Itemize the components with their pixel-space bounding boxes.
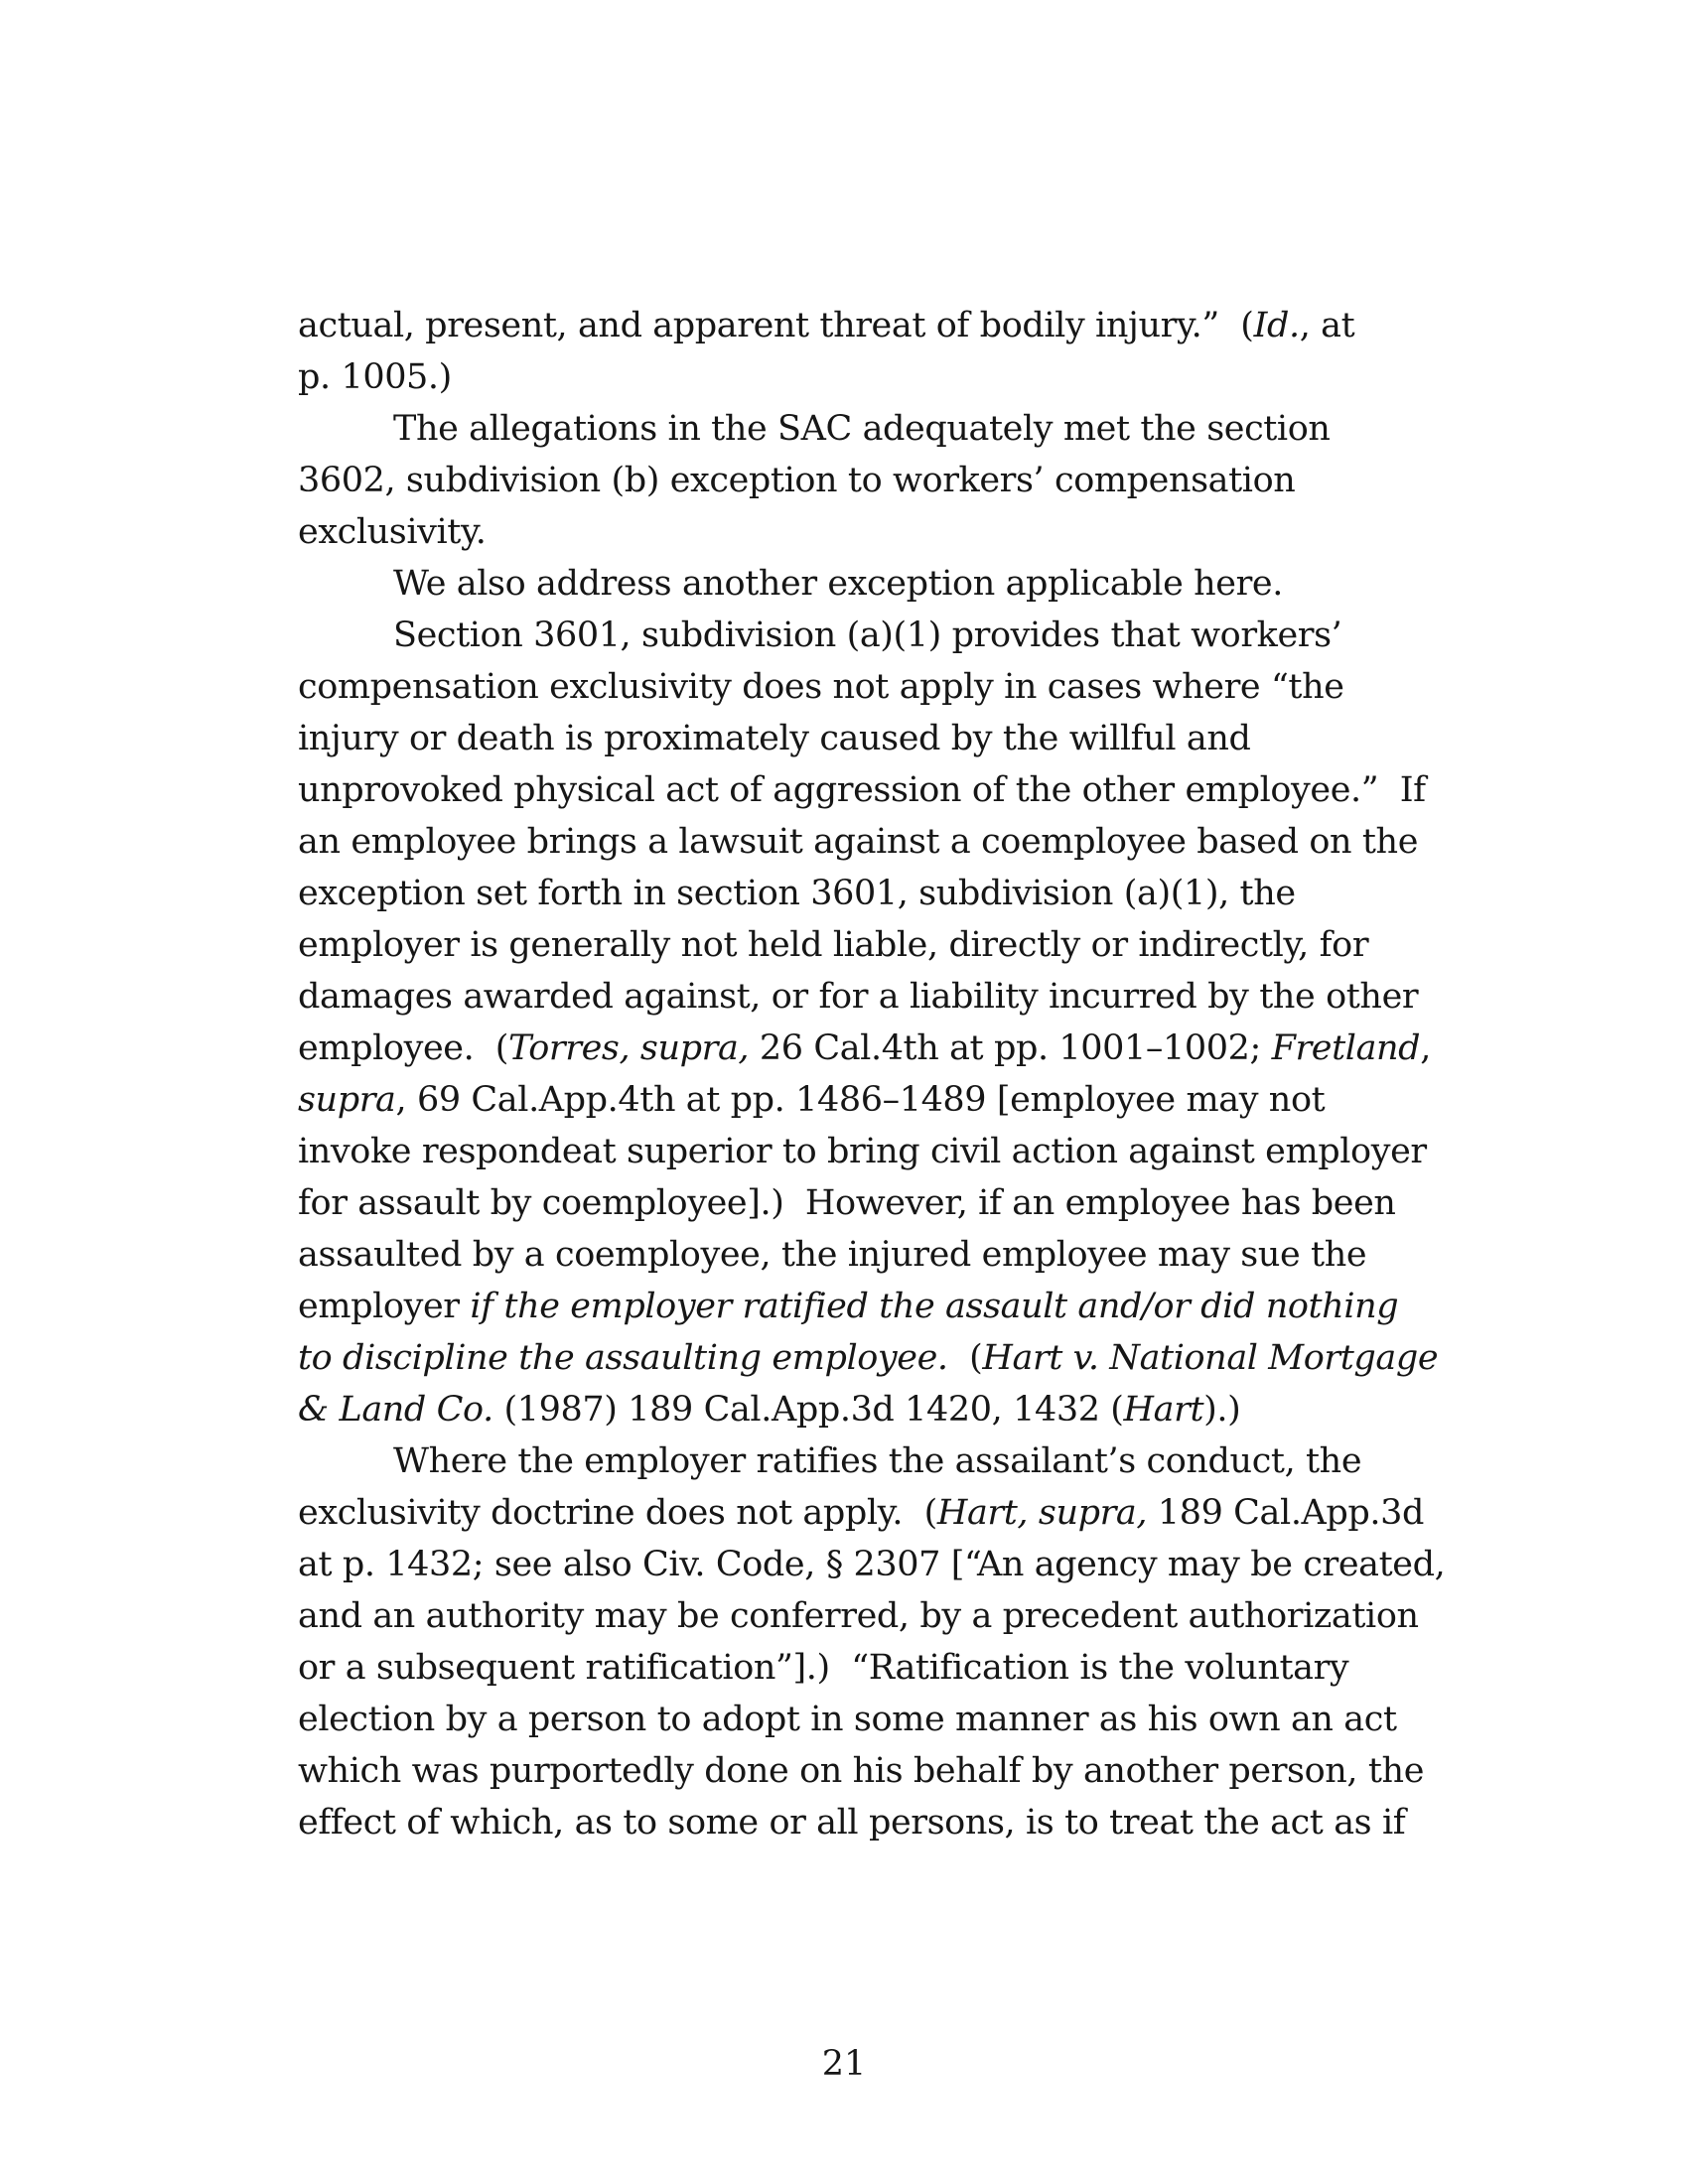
text-segment: election by a person to adopt in some manner as his own an act	[298, 1700, 1397, 1739]
italic-text-segment: Hart	[1123, 1390, 1204, 1430]
text-segment: employer	[298, 1287, 471, 1326]
text-segment: , 69 Cal.App.4th at pp. 1486–1489 [employee may not	[395, 1080, 1326, 1120]
text-line	[298, 1177, 1450, 1229]
italic-text-segment: Fretland	[1271, 1028, 1421, 1068]
text-segment: injury or death is proximately caused by the willful and	[298, 719, 1251, 758]
text-line	[298, 506, 1450, 558]
text-segment: actual, present, and apparent threat of bodily injury.” (	[298, 306, 1254, 345]
text-line	[298, 1281, 1450, 1332]
italic-text-segment: Hart, supra,	[936, 1493, 1148, 1533]
text-line	[298, 1745, 1450, 1797]
text-segment: p. 1005.)	[298, 357, 452, 397]
italic-text-segment: Hart v. National Mortgage	[982, 1338, 1439, 1378]
text-segment: employer is generally not held liable, directly or indirectly, for	[298, 925, 1369, 965]
text-segment: (	[947, 1338, 983, 1378]
text-line	[298, 1332, 1450, 1384]
text-segment: at p. 1432; see also Civ. Code, § 2307 [“An agency may be created,	[298, 1545, 1446, 1584]
text-line	[298, 1797, 1450, 1848]
text-segment: 26 Cal.4th at pp. 1001–1002;	[749, 1028, 1272, 1068]
text-line	[298, 1126, 1450, 1177]
text-segment: effect of which, as to some or all persons, is to treat the act as if	[298, 1803, 1406, 1843]
page-number: 21	[821, 2044, 867, 2084]
text-line	[298, 1023, 1450, 1074]
text-line	[298, 1487, 1450, 1539]
text-segment: exception set forth in section 3601, subdivision (a)(1), the	[298, 874, 1296, 913]
text-segment: The allegations in the SAC adequately met the section	[393, 409, 1331, 449]
text-line	[298, 661, 1450, 713]
text-line	[298, 919, 1450, 971]
text-line	[298, 1074, 1450, 1126]
text-segment: We also address another exception applicable here.	[393, 564, 1283, 604]
text-segment: and an authority may be conferred, by a precedent authorization	[298, 1596, 1419, 1636]
text-line	[298, 971, 1450, 1023]
text-segment: 3602, subdivision (b) exception to workers’ compensation	[298, 461, 1296, 500]
text-line	[298, 1590, 1450, 1642]
text-line	[298, 713, 1450, 764]
text-segment: which was purportedly done on his behalf by another person, the	[298, 1751, 1425, 1791]
italic-text-segment: Id.	[1253, 306, 1300, 345]
italic-text-segment: to discipline the assaulting employee.	[298, 1338, 948, 1378]
text-line	[298, 558, 1450, 610]
text-line	[298, 403, 1450, 455]
text-segment: damages awarded against, or for a liability incurred by the other	[298, 977, 1419, 1017]
text-segment: an employee brings a lawsuit against a coemployee based on the	[298, 822, 1419, 862]
text-segment: exclusivity.	[298, 512, 487, 552]
text-segment: ,	[1420, 1028, 1431, 1068]
text-line	[298, 455, 1450, 506]
text-segment: compensation exclusivity does not apply in cases where “the	[298, 667, 1344, 707]
text-line	[298, 1384, 1450, 1435]
italic-text-segment: Torres, supra,	[508, 1028, 750, 1068]
text-segment: or a subsequent ratification”].) “Ratification is the voluntary	[298, 1648, 1349, 1688]
text-line	[298, 1435, 1450, 1487]
text-line	[298, 610, 1450, 661]
opinion-body-text	[298, 300, 1450, 1848]
text-segment: (1987) 189 Cal.App.3d 1420, 1432 (	[492, 1390, 1124, 1430]
text-line	[298, 816, 1450, 868]
text-segment: ).)	[1203, 1390, 1241, 1430]
text-line	[298, 351, 1450, 403]
text-line	[298, 764, 1450, 816]
text-line	[298, 300, 1450, 351]
text-line	[298, 1694, 1450, 1745]
text-segment: assaulted by a coemployee, the injured employee may sue the	[298, 1235, 1367, 1275]
text-segment: , at	[1299, 306, 1355, 345]
text-segment: 189 Cal.App.3d	[1147, 1493, 1425, 1533]
italic-text-segment: if the employer ratified the assault and/or did nothing	[470, 1287, 1399, 1326]
text-line	[298, 1539, 1450, 1590]
text-segment: exclusivity doctrine does not apply. (	[298, 1493, 937, 1533]
italic-text-segment: & Land Co.	[298, 1390, 493, 1430]
text-segment: invoke respondeat superior to bring civil action against employer	[298, 1132, 1427, 1171]
text-segment: employee. (	[298, 1028, 509, 1068]
text-line	[298, 868, 1450, 919]
text-line	[298, 1642, 1450, 1694]
text-segment: for assault by coemployee].) However, if an employee has been	[298, 1183, 1396, 1223]
text-segment: Section 3601, subdivision (a)(1) provides that workers’	[393, 615, 1342, 655]
text-segment: unprovoked physical act of aggression of the other employee.” If	[298, 770, 1426, 810]
text-segment: Where the employer ratifies the assailant’s conduct, the	[393, 1441, 1362, 1481]
italic-text-segment: supra	[298, 1080, 396, 1120]
text-line	[298, 1229, 1450, 1281]
